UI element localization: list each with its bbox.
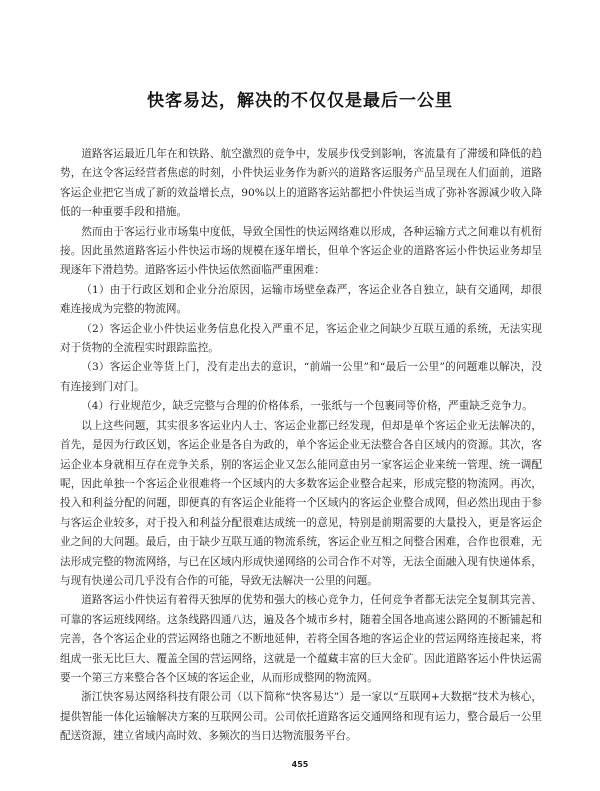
page-number: 455 [291, 760, 309, 769]
paragraph-issue-4: （4）行业规范少，缺乏完整与合理的价格体系，一张纸与一个包裹同等价格，严重缺乏竞争力。 [81, 400, 533, 413]
paragraph-issue-2: （2）客运企业小件快运业务信息化投入严重不足，客运企业之间缺少互联互通的系统，无法实现对于货物的全流程实时跟踪监控。 [60, 322, 542, 355]
paragraph-difficulties: 然而由于客运行业市场集中度低，导致全国性的快运网络难以形成，各种运输方式之间难以有机衔接。因此虽然道路客运小件快运市场的规模在逐年增长，但单个客运企业的道路客运小件快运业务却呈现逐年下滑趋势。道路客运小件快运依然面临严重困难： [60, 225, 542, 277]
paragraph-analysis: 以上这些问题，其实很多客运业内人士、客运企业都已经发现，但却是单个客运企业无法解决的，首先，是因为行政区划，客运企业是各自为政的，单个客运企业无法整合各自区域内的资源。其次，客运企业本身就相互存在竞争关系，别的客运企业又怎么能同意由另一家客运企业来统一管理、统一调配呢，因此单独一个客运企业很难将一个区域内的大多数客运企业整合起来，形成完整的物流网。再次，投入和利益分配的问题，即便真的有客运企业能将一个区域内的客运企业整合成网，但必然出现由于参与客运企业较多，对于投入和利益分配很难达成统一的意见，特别是前期需要的大量投入，更是客运企业之间的大问题。最后，由于缺少互联互通的物流系统，客运企业互相之间整合困难，合作也很难，无法形成完整的物流网络，与已在区域内形成快递网络的公司合作不对等，无法全面融入现有快递体系，与现有快递公司几乎没有合作的可能，导致无法解决一公里的问题。 [60, 419, 542, 587]
paragraph-intro: 道路客运最近几年在和铁路、航空激烈的竞争中，发展步伐受到影响，客流量有了滞缓和降低的趋势，在这令客运经营者焦虑的时刻，小件快运业务作为新兴的道路客运服务产品呈现在人们面前，道路客运企业把它当成了新的效益增长点，90%以上的道路客运站都把小件快运当成了弥补客源减少收入降低的一种重要手段和措施。 [60, 148, 542, 219]
article-body [60, 145, 542, 747]
paragraph-advantages: 道路客运小件快运有着得天独厚的优势和强大的核心竞争力，任何竞争者都无法完全复制其完善、可靠的客运班线网络。这条线路四通八达，遍及各个城市乡村，随着全国各地高速公路网的不断铺起和完善，各个客运企业的营运网络也随之不断地延伸，若将全国各地的客运企业的营运网络连接起来，将组成一张无比巨大、覆盖全国的营运网络，这就是一个蕴藏丰富的巨大金矿。因此道路客运小件快运需要一个第三方来整合各个区域的客运企业，从而形成整网的物流网。 [60, 594, 542, 684]
page-title: 快客易达，解决的不仅仅是最后一公里 [147, 91, 453, 111]
paragraph-issue-3: （3）客运企业等货上门，没有走出去的意识，“前端一公里”和“最后一公里”的问题难以解决，没有连接到门对门。 [60, 361, 542, 393]
paragraph-issue-1: （1）由于行政区划和企业分治原因，运输市场壁垒森严，客运企业各自独立，缺有交通网，却很难连接成为完整的物流网。 [60, 283, 542, 316]
paragraph-company: 浙江快客易达网络科技有限公司（以下简称“快客易达”）是一家以“互联网+大数据”技术为核心，提供智能一体化运输解决方案的互联网公司。公司依托道路客运交通网络和现有运力，整合最后一公里配送资源，建立省域内高时效、多频次的当日达物流服务平台。 [60, 691, 542, 743]
